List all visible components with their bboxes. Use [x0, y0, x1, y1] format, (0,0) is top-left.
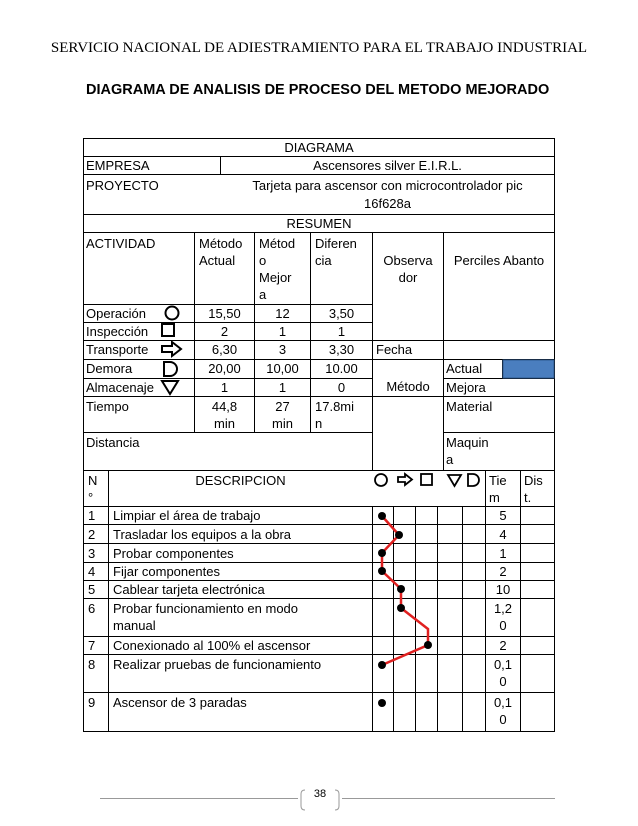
step-number: 3 [88, 546, 96, 561]
step-time: 4 [499, 527, 507, 542]
selected-method-cell [503, 360, 554, 378]
demora-mejor: 10,00 [266, 361, 299, 376]
step-description: Ascensor de 3 paradas [113, 695, 247, 710]
proyecto-value: Tarjeta para ascensor con microcontrolador pic [252, 178, 523, 193]
inspeccion-dif: 1 [337, 324, 346, 339]
step-time-cont: 0 [499, 618, 507, 633]
step-dot [378, 549, 386, 557]
step-description: Limpiar el área de trabajo [113, 508, 261, 523]
step-time: 0,1 [493, 657, 513, 672]
step-number: 9 [88, 695, 96, 710]
step-description: Conexionado al 100% el ascensor [113, 638, 311, 653]
inspeccion-actual: 2 [220, 324, 229, 339]
maquina-label: Maquin [446, 435, 489, 450]
operacion-dif: 3,50 [328, 306, 355, 321]
no-header: N [88, 473, 98, 488]
page-number: 38 [313, 788, 327, 800]
diferencia-header-2: cia [315, 253, 332, 268]
metodo-mejor-header-3: Mejor [259, 270, 292, 285]
maquina-label-2: a [446, 452, 454, 467]
step-dot [397, 604, 405, 612]
step-time-cont: 0 [499, 674, 507, 689]
tiempo-dif-unit: n [315, 416, 323, 431]
resumen-label: RESUMEN [286, 216, 352, 231]
tiempo-actual-unit: min [214, 416, 235, 431]
demora-label: Demora [86, 361, 133, 376]
metodo-mejor-header-2: o [259, 253, 267, 268]
step-dot [378, 699, 386, 707]
tiempo-dif: 17.8mi [315, 399, 355, 414]
step-dot [378, 567, 386, 575]
step-number: 1 [88, 508, 96, 523]
delay-icon [164, 362, 177, 376]
tiempo-col-header-2: m [489, 490, 500, 505]
inspeccion-label: Inspección [86, 324, 149, 339]
inspeccion-mejor: 1 [278, 324, 287, 339]
step-number: 4 [88, 564, 96, 579]
step-time: 2 [499, 564, 507, 579]
storage-icon [448, 475, 461, 486]
almacenaje-dif: 0 [337, 380, 346, 395]
delay-icon [468, 474, 479, 486]
diferencia-header: Diferen [315, 236, 357, 251]
material-label: Material [446, 399, 493, 414]
step-number: 6 [88, 601, 96, 616]
step-description: Fijar componentes [113, 564, 220, 579]
step-number: 8 [88, 657, 96, 672]
step-number: 2 [88, 527, 96, 542]
process-flow-line [382, 516, 428, 665]
proyecto-label: PROYECTO [86, 178, 159, 193]
transporte-label: Transporte [86, 342, 149, 357]
metodo-actual-header-2: Actual [199, 253, 236, 268]
operation-icon [375, 474, 387, 486]
step-time: 10 [495, 582, 511, 597]
no-header-2: ° [88, 490, 94, 505]
demora-actual: 20,00 [208, 361, 241, 376]
step-time-cont: 0 [499, 712, 507, 727]
operacion-actual: 15,50 [208, 306, 241, 321]
tiempo-label: Tiempo [86, 399, 129, 414]
step-dot [397, 585, 405, 593]
page-header: SERVICIO NACIONAL DE ADIESTRAMIENTO PARA EL TRABAJO INDUSTRIAL [50, 40, 588, 56]
transporte-actual: 6,30 [211, 342, 238, 357]
tiempo-mejor: 27 [275, 399, 290, 414]
metodo-mejor-header-4: a [259, 287, 267, 302]
proyecto-value-cont: 16f628a [364, 196, 411, 211]
step-description: Probar componentes [113, 546, 234, 561]
step-description: Trasladar los equipos a la obra [113, 527, 292, 542]
step-dot [395, 531, 403, 539]
page-title: DIAGRAMA DE ANALISIS DE PROCESO DEL METODO MEJORADO [86, 82, 550, 98]
step-description: Probar funcionamiento en modo [113, 601, 299, 616]
tiempo-col-header: Tie [489, 473, 507, 488]
almacenaje-actual: 1 [220, 380, 229, 395]
step-number: 7 [88, 638, 96, 653]
actividad-header: ACTIVIDAD [86, 236, 156, 251]
transport-icon [162, 342, 181, 356]
operation-icon [166, 307, 179, 320]
mejora-label: Mejora [446, 380, 486, 395]
descripcion-header: DESCRIPCION [195, 473, 286, 488]
storage-icon [162, 381, 178, 394]
distancia-label: Distancia [86, 435, 140, 450]
step-dot [424, 641, 432, 649]
step-time: 2 [499, 638, 507, 653]
observador-name: Perciles Abanto [453, 253, 545, 268]
empresa-value: Ascensores silver E.I.R.L. [313, 158, 462, 173]
step-time: 1,2 [493, 601, 513, 616]
tiempo-actual: 44,8 [211, 399, 238, 414]
metodo-actual-header: Método [199, 236, 243, 251]
step-time: 1 [499, 546, 507, 561]
inspection-icon [162, 324, 174, 336]
tiempo-mejor-unit: min [272, 416, 293, 431]
step-time: 5 [499, 508, 507, 523]
transporte-mejor: 3 [278, 342, 287, 357]
step-description: Cablear tarjeta electrónica [113, 582, 265, 597]
step-description: Realizar pruebas de funcionamiento [113, 657, 322, 672]
inspection-icon [421, 474, 432, 485]
metodo-label: Método [386, 379, 430, 394]
demora-dif: 10.00 [325, 361, 358, 376]
transport-icon [398, 474, 412, 485]
observador-header: Observa [383, 253, 433, 268]
operacion-mejor: 12 [275, 306, 290, 321]
step-description-cont: manual [113, 618, 156, 633]
step-number: 5 [88, 582, 96, 597]
almacenaje-label: Almacenaje [86, 380, 154, 395]
dist-col-header: Dis [524, 473, 543, 488]
step-time: 0,1 [493, 695, 513, 710]
transporte-dif: 3,30 [328, 342, 355, 357]
almacenaje-mejor: 1 [278, 380, 287, 395]
fecha-label: Fecha [376, 342, 413, 357]
dist-col-header-2: t. [524, 490, 532, 505]
operacion-label: Operación [86, 306, 146, 321]
metodo-mejor-header: Métod [259, 236, 296, 251]
empresa-label: EMPRESA [86, 158, 150, 173]
actual-label: Actual [446, 361, 483, 376]
step-dot [378, 661, 386, 669]
observador-header-2: dor [398, 270, 418, 285]
diagrama-label: DIAGRAMA [284, 140, 354, 155]
step-dot [378, 512, 386, 520]
